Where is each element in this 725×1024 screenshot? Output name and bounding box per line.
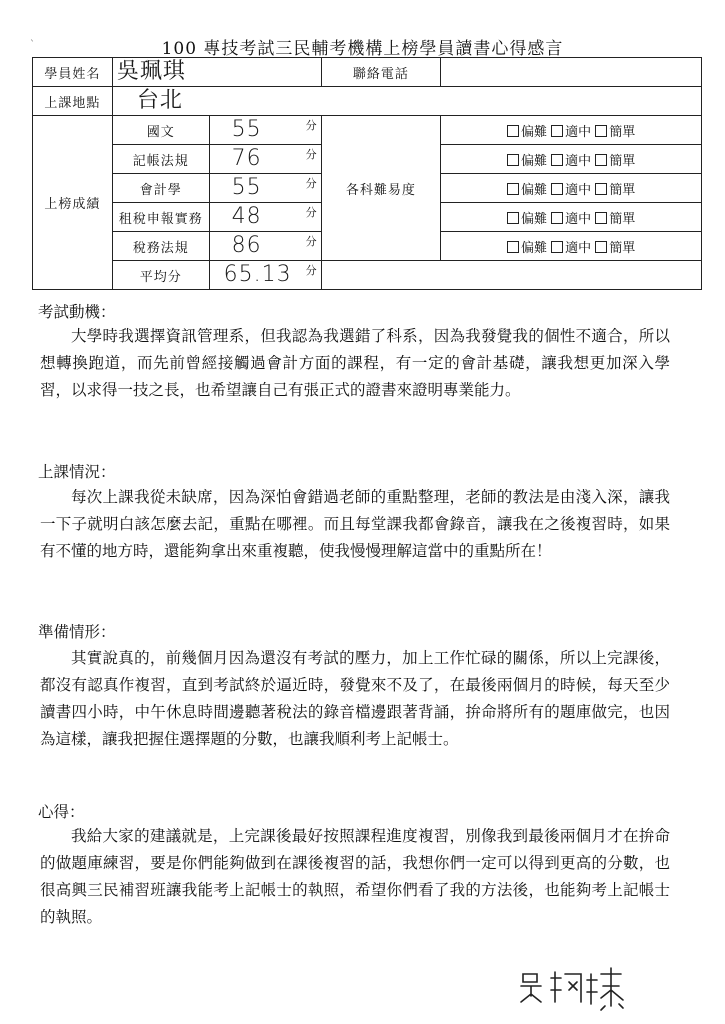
score-unit: 分 <box>305 177 317 190</box>
location-label: 上課地點 <box>33 87 113 116</box>
location-field[interactable] <box>112 87 701 116</box>
option-label: 偏難 <box>520 182 547 198</box>
page-title: 100 專技考試三民輔考機構上榜學員讀書心得感言 <box>161 39 564 59</box>
checkbox[interactable] <box>507 183 519 195</box>
score-field[interactable] <box>209 174 321 203</box>
score-value: 48 <box>231 204 262 229</box>
subject-name: 會計學 <box>112 174 209 203</box>
difficulty-options <box>441 145 702 174</box>
section-heading-motivation: 考試動機： <box>38 303 116 321</box>
score-unit: 分 <box>305 206 317 219</box>
checkbox[interactable] <box>595 125 607 137</box>
checkbox[interactable] <box>507 154 519 166</box>
scores-label: 上榜成績 <box>33 116 113 290</box>
checkbox[interactable] <box>551 125 563 137</box>
option-label: 偏難 <box>520 240 547 256</box>
section-body-class <box>40 484 670 565</box>
option-label: 偏難 <box>520 211 547 227</box>
section-heading-preparation: 準備情形： <box>38 623 116 641</box>
section-heading-class: 上課情況： <box>38 463 116 481</box>
score-unit: 分 <box>305 264 317 277</box>
score-field[interactable] <box>209 203 321 232</box>
subject-name: 稅務法規 <box>112 232 209 261</box>
option-label: 簡單 <box>609 124 636 140</box>
difficulty-options <box>441 232 702 261</box>
option-label: 簡單 <box>609 240 636 256</box>
option-label: 適中 <box>565 124 592 140</box>
checkbox[interactable] <box>595 241 607 253</box>
checkbox[interactable] <box>507 241 519 253</box>
score-value: 55 <box>231 175 262 200</box>
difficulty-options <box>441 203 702 232</box>
checkbox[interactable] <box>507 212 519 224</box>
phone-field[interactable] <box>441 58 702 87</box>
score-value: 86 <box>231 233 262 258</box>
location-value: 台北 <box>136 88 183 113</box>
checkbox[interactable] <box>551 212 563 224</box>
score-field[interactable] <box>209 232 321 261</box>
average-row <box>33 261 702 290</box>
option-label: 適中 <box>565 240 592 256</box>
difficulty-options <box>441 174 702 203</box>
subject-name: 國文 <box>112 116 209 145</box>
option-label: 簡單 <box>609 182 636 198</box>
score-unit: 分 <box>305 148 317 161</box>
option-label: 偏難 <box>520 153 547 169</box>
checkbox[interactable] <box>507 125 519 137</box>
checkbox[interactable] <box>551 154 563 166</box>
score-row-1 <box>33 116 702 145</box>
checkbox[interactable] <box>551 241 563 253</box>
option-label: 簡單 <box>609 153 636 169</box>
difficulty-label: 各科難易度 <box>321 116 441 261</box>
score-field[interactable] <box>209 116 321 145</box>
checkbox[interactable] <box>595 154 607 166</box>
name-value: 吳珮琪 <box>116 59 186 84</box>
checkbox[interactable] <box>595 212 607 224</box>
name-field[interactable] <box>112 58 321 87</box>
option-label: 適中 <box>565 211 592 227</box>
average-value: 65.13 <box>223 262 292 287</box>
score-value: 55 <box>231 117 262 142</box>
applicant-form <box>32 57 702 290</box>
section-body-preparation <box>40 645 670 753</box>
phone-label: 聯絡電話 <box>321 58 441 87</box>
option-label: 適中 <box>565 153 592 169</box>
score-value: 76 <box>231 146 262 171</box>
checkbox[interactable] <box>551 183 563 195</box>
scan-mark: ` <box>30 40 35 51</box>
paragraph: 每次上課我從未缺席，因為深怕會錯過老師的重點整理，老師的教法是由淺入深，讓我一下子就明白該怎麼去記，重點在哪裡。而且每堂課我都會錄音，讓我在之後複習時，如果有不懂的地方時，還能夠拿出來重複聽，使我慢慢理解這當中的重點所在！ <box>40 488 670 560</box>
option-label: 偏難 <box>520 124 547 140</box>
average-label: 平均分 <box>112 261 209 290</box>
handwritten-signature <box>515 964 635 1012</box>
score-field[interactable] <box>209 145 321 174</box>
paragraph: 大學時我選擇資訊管理系，但我認為我選錯了科系，因為我發覺我的個性不適合，所以想轉換跑道，而先前曾經接觸過會計方面的課程，有一定的會計基礎，讓我想更加深入學習，以求得一技之長，也希望讓自己有張正式的證書來證明專業能力。 <box>40 327 670 399</box>
subject-name: 記帳法規 <box>112 145 209 174</box>
score-unit: 分 <box>305 119 317 132</box>
score-unit: 分 <box>305 235 317 248</box>
paragraph: 其實說真的，前幾個月因為還沒有考試的壓力，加上工作忙碌的關係，所以上完課後，都沒有認真作複習，直到考試終於逼近時，發覺來不及了，在最後兩個月的時候，每天至少讀書四小時，中午休息時間邊聽著稅法的錄音檔邊跟著背誦，拚命將所有的題庫做完，也因為這樣，讓我把握住選擇題的分數，也讓我順利考上記帳士。 <box>40 649 670 748</box>
name-row <box>33 58 702 87</box>
empty-cell <box>321 261 701 290</box>
location-row <box>33 87 702 116</box>
section-body-motivation <box>40 323 670 404</box>
section-heading-reflection: 心得： <box>38 803 85 821</box>
paragraph: 我給大家的建議就是，上完課後最好按照課程進度複習，別像我到最後兩個月才在拚命的做題庫練習，要是你們能夠做到在課後複習的話，我想你們一定可以得到更高的分數，也很高興三民補習班讓我能考上記帳士的執照，希望你們看了我的方法後，也能夠考上記帳士的執照。 <box>40 827 670 926</box>
checkbox[interactable] <box>595 183 607 195</box>
option-label: 簡單 <box>609 211 636 227</box>
name-label: 學員姓名 <box>33 58 113 87</box>
average-field[interactable] <box>209 261 321 290</box>
option-label: 適中 <box>565 182 592 198</box>
difficulty-options <box>441 116 702 145</box>
section-body-reflection <box>40 823 670 931</box>
subject-name: 租稅申報實務 <box>112 203 209 232</box>
